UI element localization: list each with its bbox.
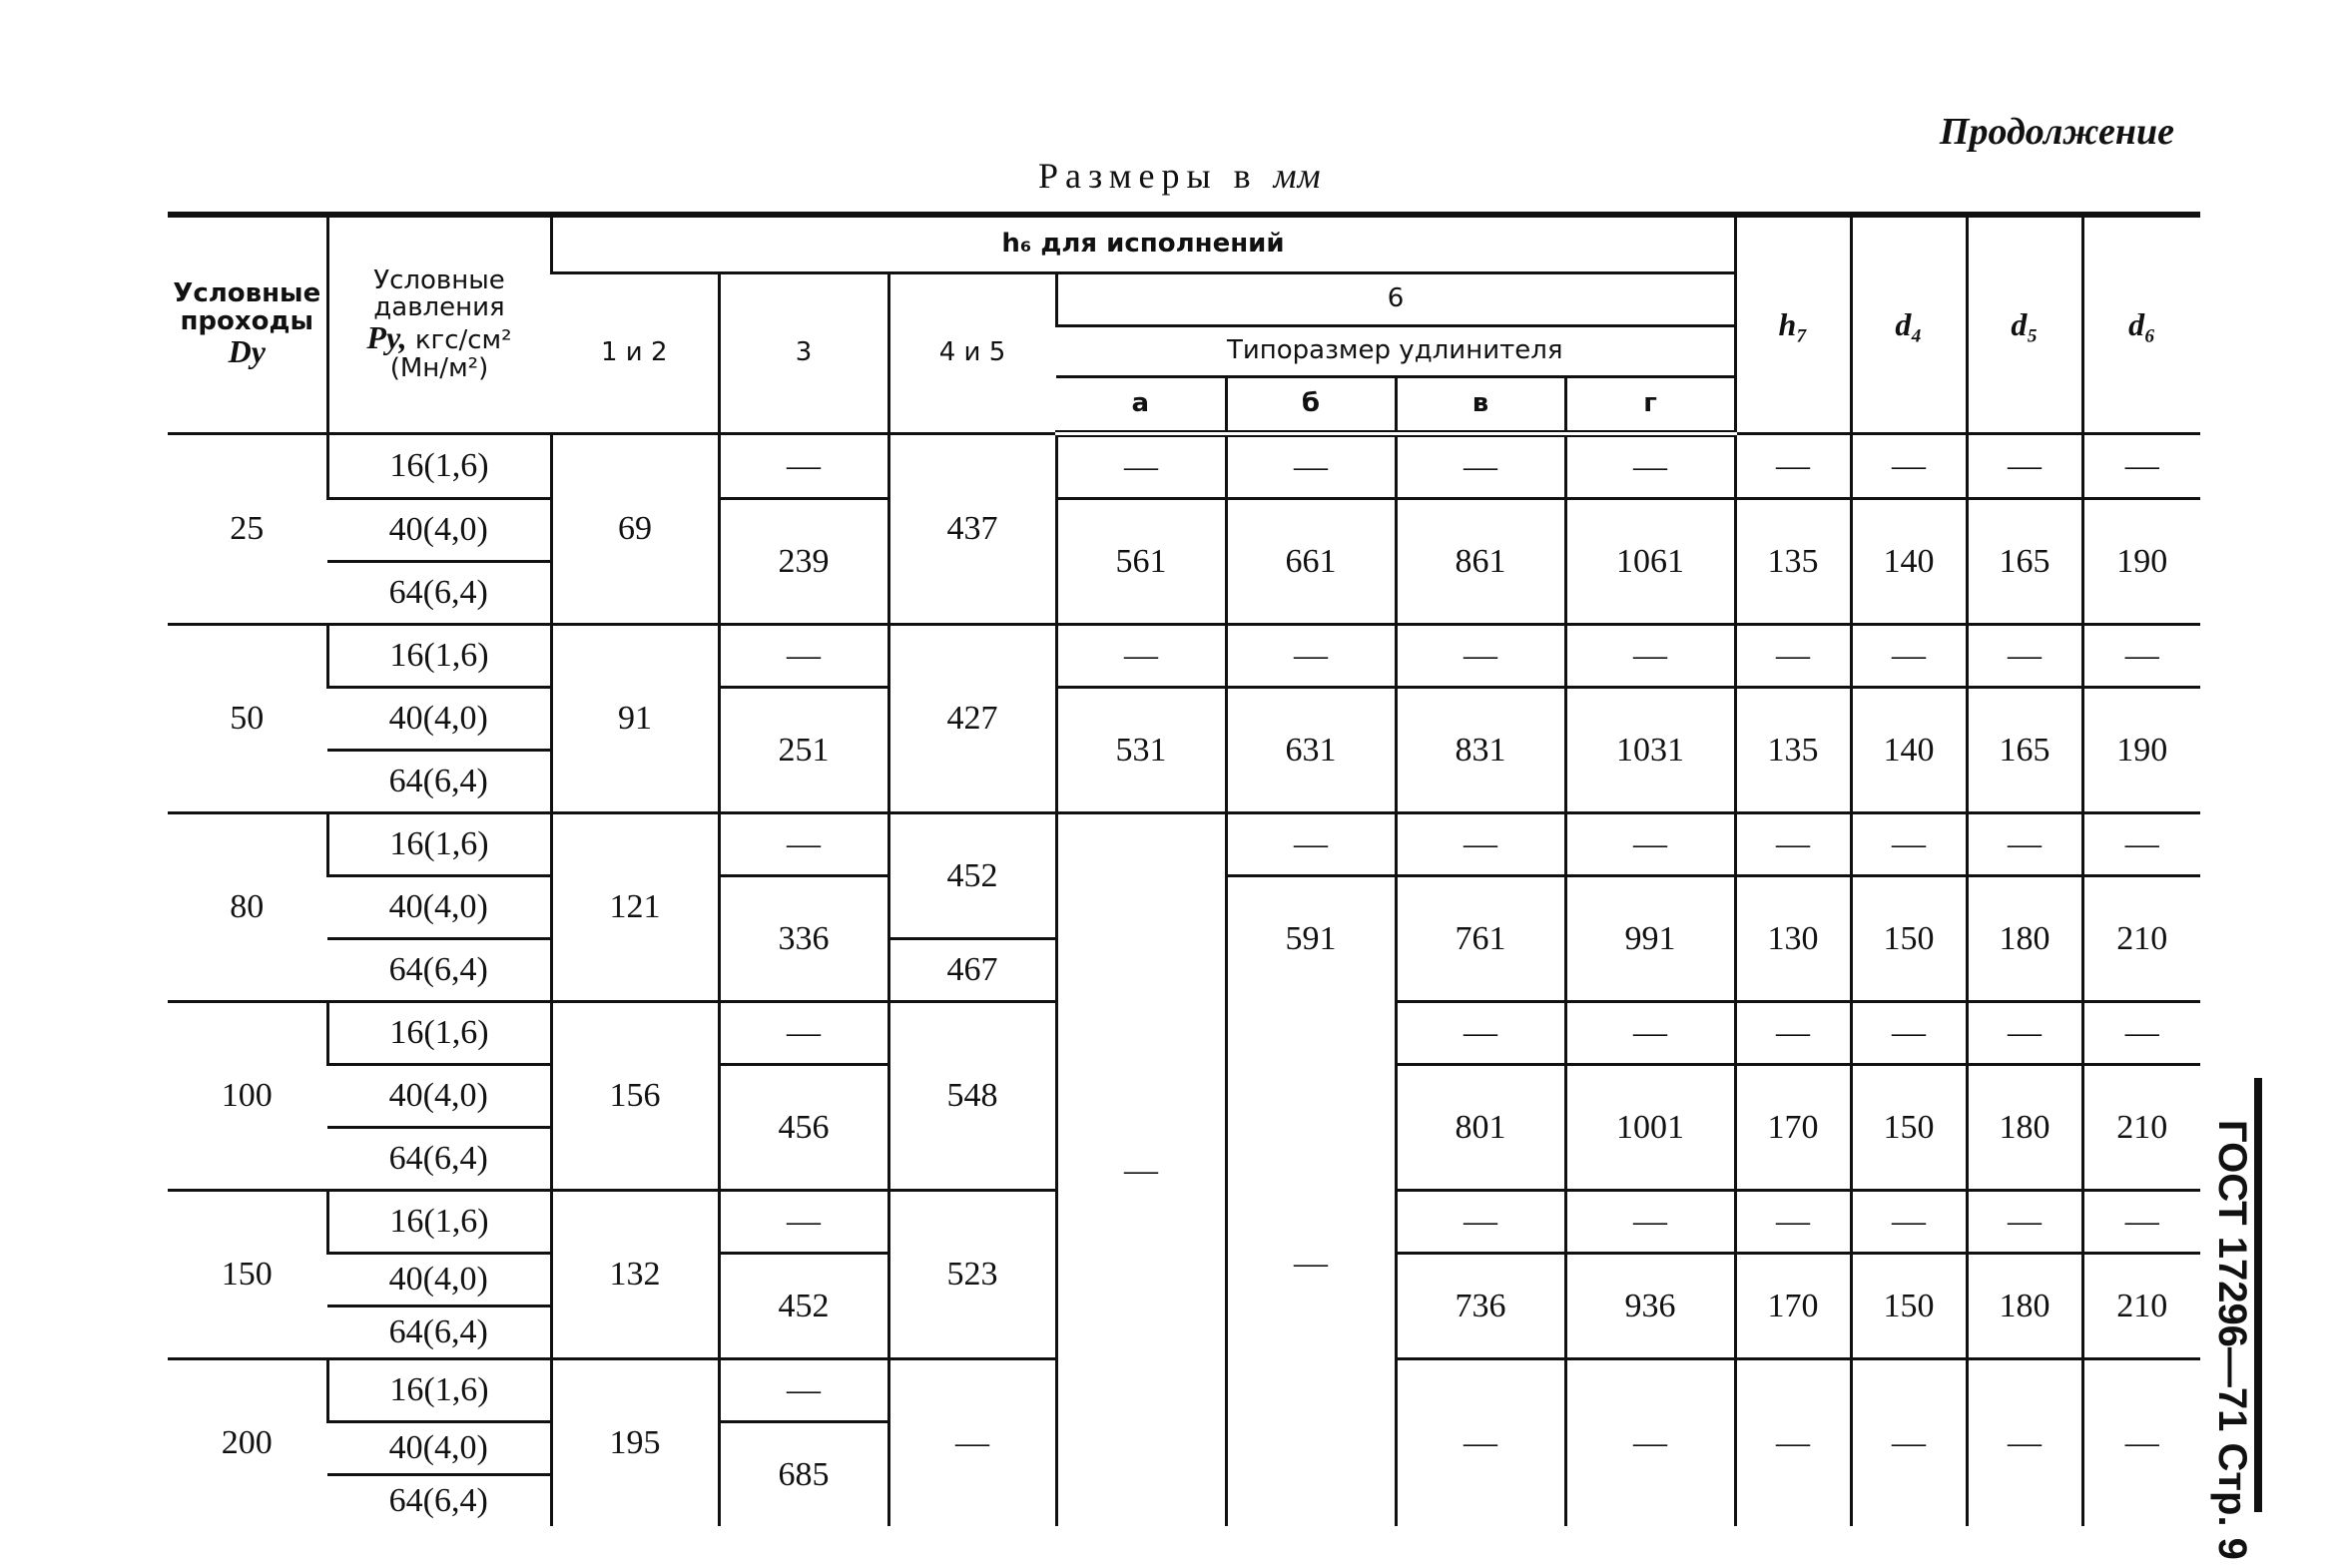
cell-pressure: 64(6,4)	[327, 562, 551, 625]
cell-pressure: 16(1,6)	[327, 1191, 551, 1254]
header-d4: d₄	[1851, 215, 1967, 434]
cell-h3: 239	[719, 499, 888, 625]
cell-v: 801	[1396, 1065, 1565, 1191]
cell-v: 761	[1396, 876, 1565, 1002]
cell-b: —	[1226, 813, 1396, 876]
header-d6: d₆	[2082, 215, 2200, 434]
cell-h7: —	[1735, 625, 1851, 688]
cell-h3: —	[719, 625, 888, 688]
cell-h7: 135	[1735, 499, 1851, 625]
cell-d4: 150	[1851, 1065, 1967, 1191]
cell-d5: 180	[1967, 1065, 2082, 1191]
cell-d5: —	[1967, 1191, 2082, 1254]
cell-v: —	[1396, 1191, 1565, 1254]
cell-d4: 150	[1851, 876, 1967, 1002]
cell-g: —	[1565, 1002, 1735, 1065]
cell-pressure: 64(6,4)	[327, 1307, 551, 1359]
cell-d6: —	[2082, 813, 2200, 876]
cell-d4: 140	[1851, 499, 1967, 625]
cell-pressure: 16(1,6)	[327, 1359, 551, 1422]
dimensions-table	[168, 212, 2200, 1526]
cell-g: 1031	[1565, 688, 1735, 813]
cell-a: 561	[1056, 499, 1226, 625]
cell-h12: 195	[551, 1359, 719, 1527]
cell-h7: —	[1735, 1002, 1851, 1065]
cell-pressure: 16(1,6)	[327, 1002, 551, 1065]
cell-h3: 456	[719, 1065, 888, 1191]
header-col-6: 6	[1056, 273, 1735, 326]
cell-dy: 50	[168, 625, 327, 813]
continuation-label: Продолжение	[1939, 111, 2174, 153]
cell-d4: —	[1851, 1191, 1967, 1254]
header-h7: h₇	[1735, 215, 1851, 434]
cell-h12: 69	[551, 434, 719, 625]
cell-d5: 180	[1967, 876, 2082, 1002]
cell-d4: —	[1851, 625, 1967, 688]
units-title: Размеры в мм	[1038, 156, 1322, 196]
cell-b: —	[1226, 625, 1396, 688]
cell-dy: 200	[221, 1424, 273, 1461]
header-h6-group: h₆ для исполнений	[551, 215, 1735, 273]
cell-d5: 165	[1967, 688, 2082, 813]
cell-h7: 130	[1735, 876, 1851, 1002]
cell-d6: 210	[2082, 876, 2200, 1002]
cell-d6: —	[2082, 1002, 2200, 1065]
cell-v: 736	[1396, 1254, 1565, 1359]
cell-d6: —	[2082, 1191, 2200, 1254]
cell-v: —	[1396, 625, 1565, 688]
cell-pressure: 40(4,0)	[327, 1065, 551, 1128]
cell-d6: 190	[2082, 499, 2200, 625]
cell-g: —	[1565, 625, 1735, 688]
header-v: в	[1396, 377, 1565, 434]
cell-d5: —	[1967, 813, 2082, 876]
cell-g: 1061	[1565, 499, 1735, 625]
cell-h12: 91	[551, 625, 719, 813]
cell-h3: 452	[719, 1254, 888, 1359]
cell-h3: —	[719, 1002, 888, 1065]
cell-d5: —	[1967, 625, 2082, 688]
cell-d5: —	[1967, 434, 2082, 499]
header-dy: Условные проходы Dу	[168, 215, 327, 434]
cell-h45: 452	[888, 813, 1056, 939]
cell-d4: —	[1851, 434, 1967, 499]
header-b: б	[1226, 377, 1396, 434]
cell-v: 831	[1396, 688, 1565, 813]
side-bar	[2254, 1078, 2262, 1512]
cell-g: 991	[1565, 876, 1735, 1002]
cell-g: 1001	[1565, 1065, 1735, 1191]
cell-d4: —	[1851, 1002, 1967, 1065]
cell-d4: 140	[1851, 688, 1967, 813]
cell-g: —	[1565, 1191, 1735, 1254]
cell-d5: 180	[1967, 1254, 2082, 1359]
cell-h45: 548	[888, 1002, 1056, 1191]
cell-b: 631	[1226, 688, 1396, 813]
cell-h7: 170	[1735, 1254, 1851, 1359]
cell-pressure: 40(4,0)	[327, 1254, 551, 1307]
cell-h3: —	[719, 1191, 888, 1254]
cell-b: 591	[1226, 876, 1396, 1002]
header-d5: d₅	[1967, 215, 2082, 434]
cell-v: —	[1396, 813, 1565, 876]
cell-h7: —	[1735, 1191, 1851, 1254]
cell-pressure: 64(6,4)	[388, 1482, 488, 1519]
header-py: Условные давления Pу, кгс/см² (Мн/м²)	[327, 215, 551, 434]
cell-pressure: 64(6,4)	[327, 939, 551, 1002]
cell-h7: 135	[1735, 688, 1851, 813]
cell-pressure: 40(4,0)	[327, 1422, 551, 1475]
cell-a-merged: —	[1056, 813, 1226, 1527]
cell-dy: 25	[168, 434, 327, 625]
cell-d6: —	[2082, 1359, 2200, 1527]
cell-h7: 170	[1735, 1065, 1851, 1191]
cell-d5: —	[1967, 1359, 2082, 1527]
cell-v: —	[1396, 1002, 1565, 1065]
cell-b: —	[1226, 434, 1396, 499]
cell-pressure: 16(1,6)	[327, 813, 551, 876]
cell-pressure: 40(4,0)	[327, 876, 551, 939]
cell-d6: 210	[2082, 1254, 2200, 1359]
cell-v: —	[1396, 434, 1565, 499]
cell-pressure: 64(6,4)	[327, 751, 551, 813]
header-col-12: 1 и 2	[551, 273, 719, 434]
cell-d6: —	[2082, 434, 2200, 499]
cell-dy: 100	[168, 1002, 327, 1191]
cell-d4: —	[1851, 813, 1967, 876]
cell-g: —	[1565, 1359, 1735, 1527]
cell-h45: 437	[888, 434, 1056, 625]
cell-d6: 210	[2082, 1065, 2200, 1191]
cell-h3: —	[719, 1359, 888, 1422]
cell-dy: 150	[168, 1191, 327, 1359]
cell-v: —	[1396, 1359, 1565, 1527]
cell-a: —	[1056, 434, 1226, 499]
cell-h7: —	[1735, 1359, 1851, 1527]
cell-h3: 336	[719, 876, 888, 1002]
cell-d5: —	[1967, 1002, 2082, 1065]
cell-b: 661	[1226, 499, 1396, 625]
cell-h3: 685	[719, 1422, 888, 1527]
cell-pressure: 40(4,0)	[327, 688, 551, 751]
cell-g: —	[1565, 813, 1735, 876]
cell-pressure: 40(4,0)	[327, 499, 551, 562]
header-size-type: Типоразмер удлинителя	[1056, 326, 1735, 377]
cell-g: —	[1565, 434, 1735, 499]
cell-h3: 251	[719, 688, 888, 813]
cell-h12: 121	[551, 813, 719, 1002]
units-unit: мм	[1273, 156, 1322, 196]
cell-d5: 165	[1967, 499, 2082, 625]
header-col-3: 3	[719, 273, 888, 434]
cell-h3: —	[719, 434, 888, 499]
cell-h45: 523	[888, 1191, 1056, 1359]
header-g: г	[1565, 377, 1735, 434]
cell-a: 531	[1056, 688, 1226, 813]
header-col-45: 4 и 5	[888, 273, 1056, 434]
cell-g: 936	[1565, 1254, 1735, 1359]
cell-h12: 132	[551, 1191, 719, 1359]
cell-h45: 467	[888, 939, 1056, 1002]
cell-h45: —	[888, 1359, 1056, 1527]
cell-pressure: 16(1,6)	[327, 434, 551, 499]
cell-h3: —	[719, 813, 888, 876]
cell-h7: —	[1735, 813, 1851, 876]
cell-h45: 427	[888, 625, 1056, 813]
cell-dy: 80	[168, 813, 327, 1002]
cell-a: —	[1056, 625, 1226, 688]
cell-pressure: 16(1,6)	[327, 625, 551, 688]
cell-d4: —	[1851, 1359, 1967, 1527]
cell-d4: 150	[1851, 1254, 1967, 1359]
cell-d6: 190	[2082, 688, 2200, 813]
cell-pressure: 64(6,4)	[327, 1128, 551, 1191]
cell-h7: —	[1735, 434, 1851, 499]
cell-b-merged: —	[1226, 1002, 1396, 1527]
cell-h12: 156	[551, 1002, 719, 1191]
cell-v: 861	[1396, 499, 1565, 625]
header-a: а	[1056, 377, 1226, 434]
cell-d6: —	[2082, 625, 2200, 688]
